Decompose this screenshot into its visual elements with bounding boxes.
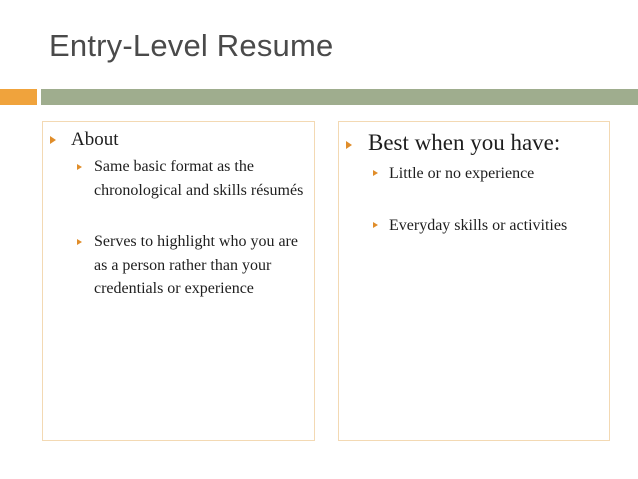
left-heading: About bbox=[71, 129, 119, 150]
right-heading: Best when you have: bbox=[368, 130, 561, 155]
arrow-bullet-icon bbox=[373, 222, 378, 228]
arrow-bullet-icon bbox=[77, 164, 82, 170]
arrow-bullet-icon bbox=[50, 136, 56, 144]
right-bullet-2: Everyday skills or activities bbox=[389, 217, 568, 234]
slide-title: Entry-Level Resume bbox=[49, 28, 334, 63]
left-bullet-1: Same basic format as the chronological and skills résumés bbox=[94, 158, 304, 199]
arrow-bullet-icon bbox=[373, 170, 378, 176]
arrow-bullet-icon bbox=[77, 239, 82, 245]
accent-bar-orange bbox=[0, 89, 37, 105]
accent-bar-green bbox=[41, 89, 638, 105]
arrow-bullet-icon bbox=[346, 141, 352, 149]
right-bullet-1: Little or no experience bbox=[389, 165, 535, 182]
left-bullet-2: Serves to highlight who you are as a person rather than your credentials or experience bbox=[94, 233, 298, 297]
